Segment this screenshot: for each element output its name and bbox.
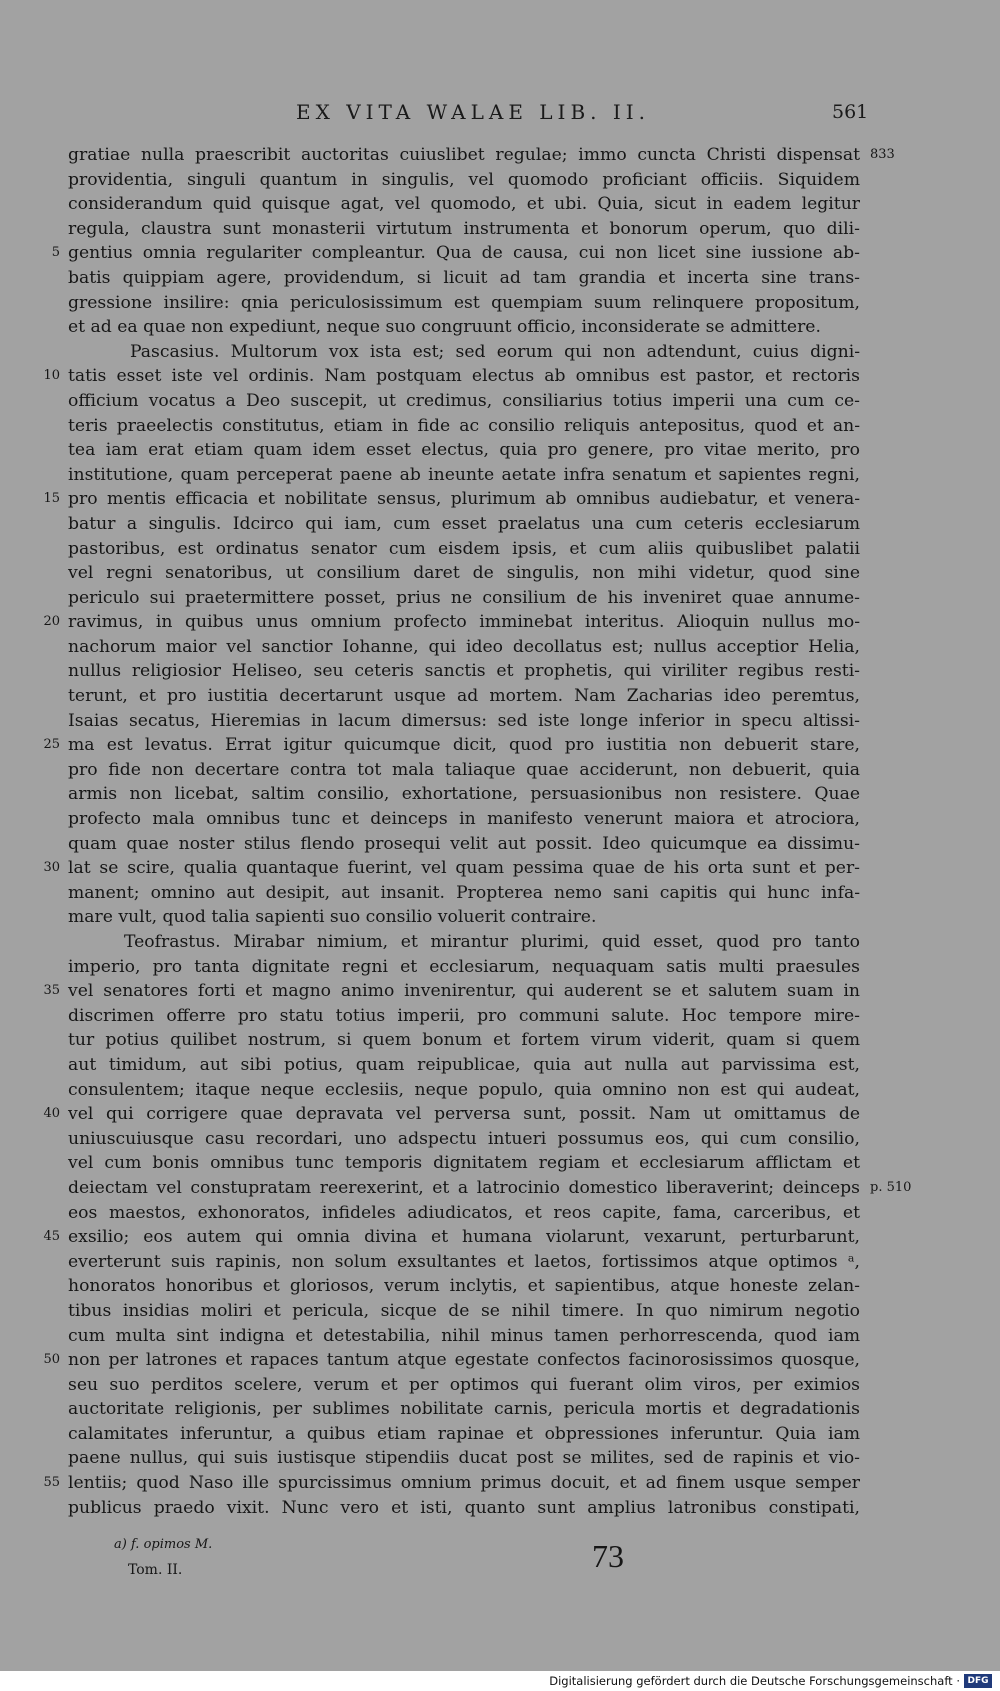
line-text: pro fide non decertare contra tot mala taliaque quae acciderunt, non debuerit, quia — [68, 759, 860, 780]
text-line — [43, 1225, 860, 1250]
text-line — [68, 1078, 860, 1103]
dfg-logo-icon: DFG — [964, 1674, 992, 1688]
line-text: auctoritate religionis, per sublimes nobilitate carnis, pericula mortis et degradationis — [68, 1399, 860, 1420]
text-line — [68, 635, 860, 660]
text-line — [68, 782, 860, 807]
line-text: pastoribus, est ordinatus senator cum eisdem ipsis, et cum aliis quibuslibet palatii — [68, 538, 860, 559]
line-text: honoratos honoribus et gloriosos, verum inclytis, et sapientibus, atque honeste zelan- — [68, 1276, 860, 1297]
text-line — [51, 241, 860, 266]
text-line — [68, 905, 860, 930]
text-line — [68, 832, 860, 857]
line-text: eos maestos, exhonoratos, infideles adiudicatos, et reos capite, fama, carceribus, et — [68, 1202, 860, 1223]
text-line — [68, 807, 860, 832]
text-line — [68, 1028, 860, 1053]
line-text: exsilio; eos autem qui omnia divina et humana violarunt, vexarunt, perturbarunt, — [68, 1227, 860, 1248]
line-text: profecto mala omnibus tunc et deinceps in manifesto venerunt maiora et atrociora, — [68, 809, 860, 830]
line-number: 25 — [43, 737, 60, 753]
text-line — [43, 610, 860, 635]
text-line — [68, 1324, 860, 1349]
line-text: vel cum bonis omnibus tunc temporis dignitatem regiam et ecclesiarum afflictam et — [68, 1153, 860, 1174]
line-text: terunt, et pro iustitia decertarunt usque ad mortem. Nam Zacharias ideo peremtus, — [68, 686, 860, 707]
line-text: et ad ea quae non expediunt, neque suo congruunt officio, inconsiderate se admittere. — [68, 317, 821, 338]
text-line — [68, 561, 860, 586]
text-line — [68, 1397, 860, 1422]
text-line — [68, 659, 860, 684]
text-line — [68, 1201, 860, 1226]
line-text: gressione insilire: qnia periculosissimum est quempiam suum relinquere propositum, — [68, 292, 860, 313]
line-text: vel senatores forti et magno animo invenirentur, qui auderent se et salutem suam in — [68, 981, 860, 1002]
text-line — [43, 1348, 860, 1373]
text-line — [68, 955, 860, 980]
body-text — [43, 143, 912, 1520]
line-text: tatis esset iste vel ordinis. Nam postquam electus ab omnibus est pastor, et rectoris — [68, 366, 860, 387]
line-text: lat se scire, qualia quantaque fuerint, vel quam pessima quae de his orta sunt et per- — [68, 858, 860, 879]
footnote: a) f. opimos M. — [114, 1537, 213, 1552]
line-text: pro mentis efficacia et nobilitate sensus, plurimum ab omnibus audiebatur, et venera- — [68, 489, 860, 510]
line-text: officium vocatus a Deo suscepit, ut credimus, consiliarius totius imperii una cum ce- — [68, 390, 860, 411]
text-line — [68, 1373, 860, 1398]
text-line — [43, 733, 860, 758]
line-number: 35 — [43, 983, 60, 999]
line-text: institutione, quam perceperat paene ab ineunte aetate infra senatum et sapientes regni, — [68, 464, 860, 485]
line-text: discrimen offerre pro statu totius imperii, pro communi salute. Hoc tempore mire- — [68, 1005, 860, 1026]
text-line — [68, 438, 860, 463]
line-text: Pascasius. Multorum vox ista est; sed eorum qui non adtendunt, cuius digni- — [130, 341, 860, 362]
line-text: gentius omnia regulariter compleantur. Qua de causa, cui non licet sine iussione ab- — [68, 243, 860, 264]
line-text: seu suo perditos scelere, verum et per optimos qui fuerant olim viros, per eximios — [68, 1374, 860, 1395]
text-line — [68, 463, 860, 488]
text-line — [43, 1471, 860, 1496]
text-line — [68, 684, 860, 709]
line-text: calamitates inferuntur, a quibus etiam rapinae et obpressiones inferuntur. Quia iam — [68, 1423, 860, 1444]
line-text: gratiae nulla praescribit auctoritas cuiuslibet regulae; immo cuncta Christi dispensat — [68, 145, 860, 165]
text-line — [43, 856, 860, 881]
line-number: 45 — [43, 1229, 60, 1245]
text-line — [68, 1151, 860, 1176]
line-text: imperio, pro tanta dignitate regni et ecclesiarum, nequaquam satis multi praesules — [68, 956, 860, 977]
line-text: cum multa sint indigna et detestabilia, nihil minus tamen perhorrescenda, quod iam — [68, 1325, 860, 1346]
gathering-signature: 73 — [592, 1538, 624, 1574]
text-line — [68, 709, 860, 734]
line-text: deiectam vel constupratam reerexerint, et a latrocinio domestico liberaverint; deinceps — [68, 1177, 860, 1198]
line-text: ma est levatus. Errat igitur quicumque dicit, quod pro iustitia non debuerit stare, — [68, 735, 860, 756]
text-line — [68, 1496, 860, 1521]
text-line — [68, 291, 860, 316]
text-line — [68, 758, 860, 783]
line-text: paene nullus, qui suis iustisque stipendiis ducat post se milites, sed de rapinis et vio- — [68, 1448, 860, 1469]
line-text: tibus insidias moliri et pericula, sicque de se nihil timere. In quo nimirum negotio — [68, 1300, 860, 1321]
text-line — [68, 537, 860, 562]
line-text: armis non licebat, saltim consilio, exhortatione, persuasionibus non resistere. Quae — [68, 784, 860, 805]
line-text: uniuscuiusque casu recordari, uno adspectu intueri possumus eos, qui cum consilio, — [68, 1128, 860, 1149]
line-text: vel qui corrigere quae depravata vel perversa sunt, possit. Nam ut omittamus de — [68, 1104, 860, 1125]
line-number: 50 — [43, 1352, 60, 1368]
text-line — [68, 168, 860, 193]
line-text: tea iam erat etiam quam idem esset electus, quia pro genere, pro vitae merito, pro — [68, 440, 860, 461]
line-text: batur a singulis. Idcirco qui iam, cum esset praelatus una cum ceteris ecclesiarum — [68, 513, 860, 534]
text-line — [68, 1422, 860, 1447]
text-line — [68, 315, 860, 340]
text-line — [68, 1274, 860, 1299]
line-number: 10 — [43, 368, 60, 384]
line-text: tur potius quilibet nostrum, si quem bonum et fortem virum viderit, quam si quem — [68, 1030, 860, 1051]
line-text: providentia, singuli quantum in singulis, vel quomodo proficiant officiis. Siquidem — [68, 169, 860, 190]
text-line — [68, 1053, 860, 1078]
text-line — [68, 389, 860, 414]
line-text: regula, claustra sunt monasterii virtutum instrumenta et bonorum operum, quo dili- — [68, 218, 860, 239]
line-text: nachorum maior vel sanctior Iohanne, qui ideo decollatus est; nullus acceptior Helia, — [68, 636, 860, 657]
footer-strip — [0, 1671, 1000, 1691]
text-line — [43, 487, 860, 512]
text-line — [68, 930, 860, 955]
text-line — [68, 1299, 860, 1324]
text-line — [68, 217, 860, 242]
volume-label: Tom. II. — [128, 1562, 183, 1578]
text-line — [68, 340, 860, 365]
line-text: Isaias secatus, Hieremias in lacum dimersus: sed iste longe inferior in specu altissi- — [68, 710, 860, 731]
line-number: 20 — [43, 614, 60, 630]
line-text: vel regni senatoribus, ut consilium daret de singulis, non mihi videtur, quod sine — [68, 563, 860, 584]
line-text: everterunt suis rapinis, non solum exsultantes et laetos, fortissimos atque optimos ᵃ, — [68, 1251, 860, 1272]
line-text: nullus religiosior Heliseo, seu ceteris sanctis et prophetis, qui viriliter regibus resti- — [68, 661, 860, 682]
line-text: considerandum quid quisque agat, vel quomodo, et ubi. Quia, sicut in eadem legitur — [68, 194, 860, 215]
text-line — [68, 143, 895, 168]
text-line — [43, 979, 860, 1004]
line-number: 55 — [43, 1475, 60, 1491]
text-line — [43, 364, 860, 389]
text-line — [68, 1250, 860, 1275]
line-number: 40 — [43, 1106, 60, 1122]
text-line — [68, 266, 860, 291]
text-line — [68, 1446, 860, 1471]
margin-note: 833 — [870, 147, 895, 162]
line-text: quam quae noster stilus flendo prosequi velit aut possit. Ideo quicumque ea dissimu- — [68, 833, 860, 854]
line-number: 30 — [43, 860, 60, 876]
text-line — [68, 512, 860, 537]
text-line — [68, 192, 860, 217]
page-number: 561 — [832, 101, 869, 123]
line-text: teris praeelectis constitutus, etiam in fide ac consilio reliquis antepositus, quod et an- — [68, 415, 860, 436]
line-text: non per latrones et rapaces tantum atque egestate confectos facinorosissimos quosque, — [68, 1350, 860, 1371]
funding-credit: Digitalisierung gefördert durch die Deutsche Forschungsgemeinschaft · — [549, 1674, 960, 1688]
line-text: aut timidum, aut sibi potius, quam reipublicae, quia aut nulla aut parvissima est, — [68, 1054, 860, 1075]
line-text: batis quippiam agere, providendum, si licuit ad tam grandia et incerta sine trans- — [68, 267, 860, 288]
margin-note: p. 510 — [870, 1179, 912, 1195]
line-text: Teofrastus. Mirabar nimium, et mirantur plurimi, quid esset, quod pro tanto — [124, 932, 860, 952]
text-line — [68, 1176, 912, 1201]
text-line — [68, 1004, 860, 1029]
text-line — [68, 1127, 860, 1152]
line-text: ravimus, in quibus unus omnium profecto imminebat interitus. Alioquin nullus mo- — [68, 612, 860, 633]
line-text: mare vult, quod talia sapienti suo consilio voluerit contraire. — [68, 907, 597, 928]
running-head: EX VITA WALAE LIB. II. — [296, 100, 651, 124]
text-line — [68, 414, 860, 439]
line-number: 15 — [43, 491, 60, 507]
text-line — [68, 881, 860, 906]
text-line — [43, 1102, 860, 1127]
line-text: consulentem; itaque neque ecclesiis, neque populo, quia omnino non est qui audeat, — [68, 1079, 860, 1100]
line-text: manent; omnino aut desipit, aut insanit. Propterea nemo sani capitis qui hunc infa- — [68, 882, 860, 903]
line-number: 5 — [51, 245, 60, 261]
line-text: lentiis; quod Naso ille spurcissimus omnium primus docuit, et ad finem usque semper — [68, 1473, 860, 1494]
text-line — [68, 586, 860, 611]
line-text: publicus praedo vixit. Nunc vero et isti, quanto sunt amplius latronibus constipati, — [68, 1497, 860, 1518]
line-text: periculo sui praetermittere posset, prius ne consilium de his inveniret quae annume- — [68, 587, 860, 608]
